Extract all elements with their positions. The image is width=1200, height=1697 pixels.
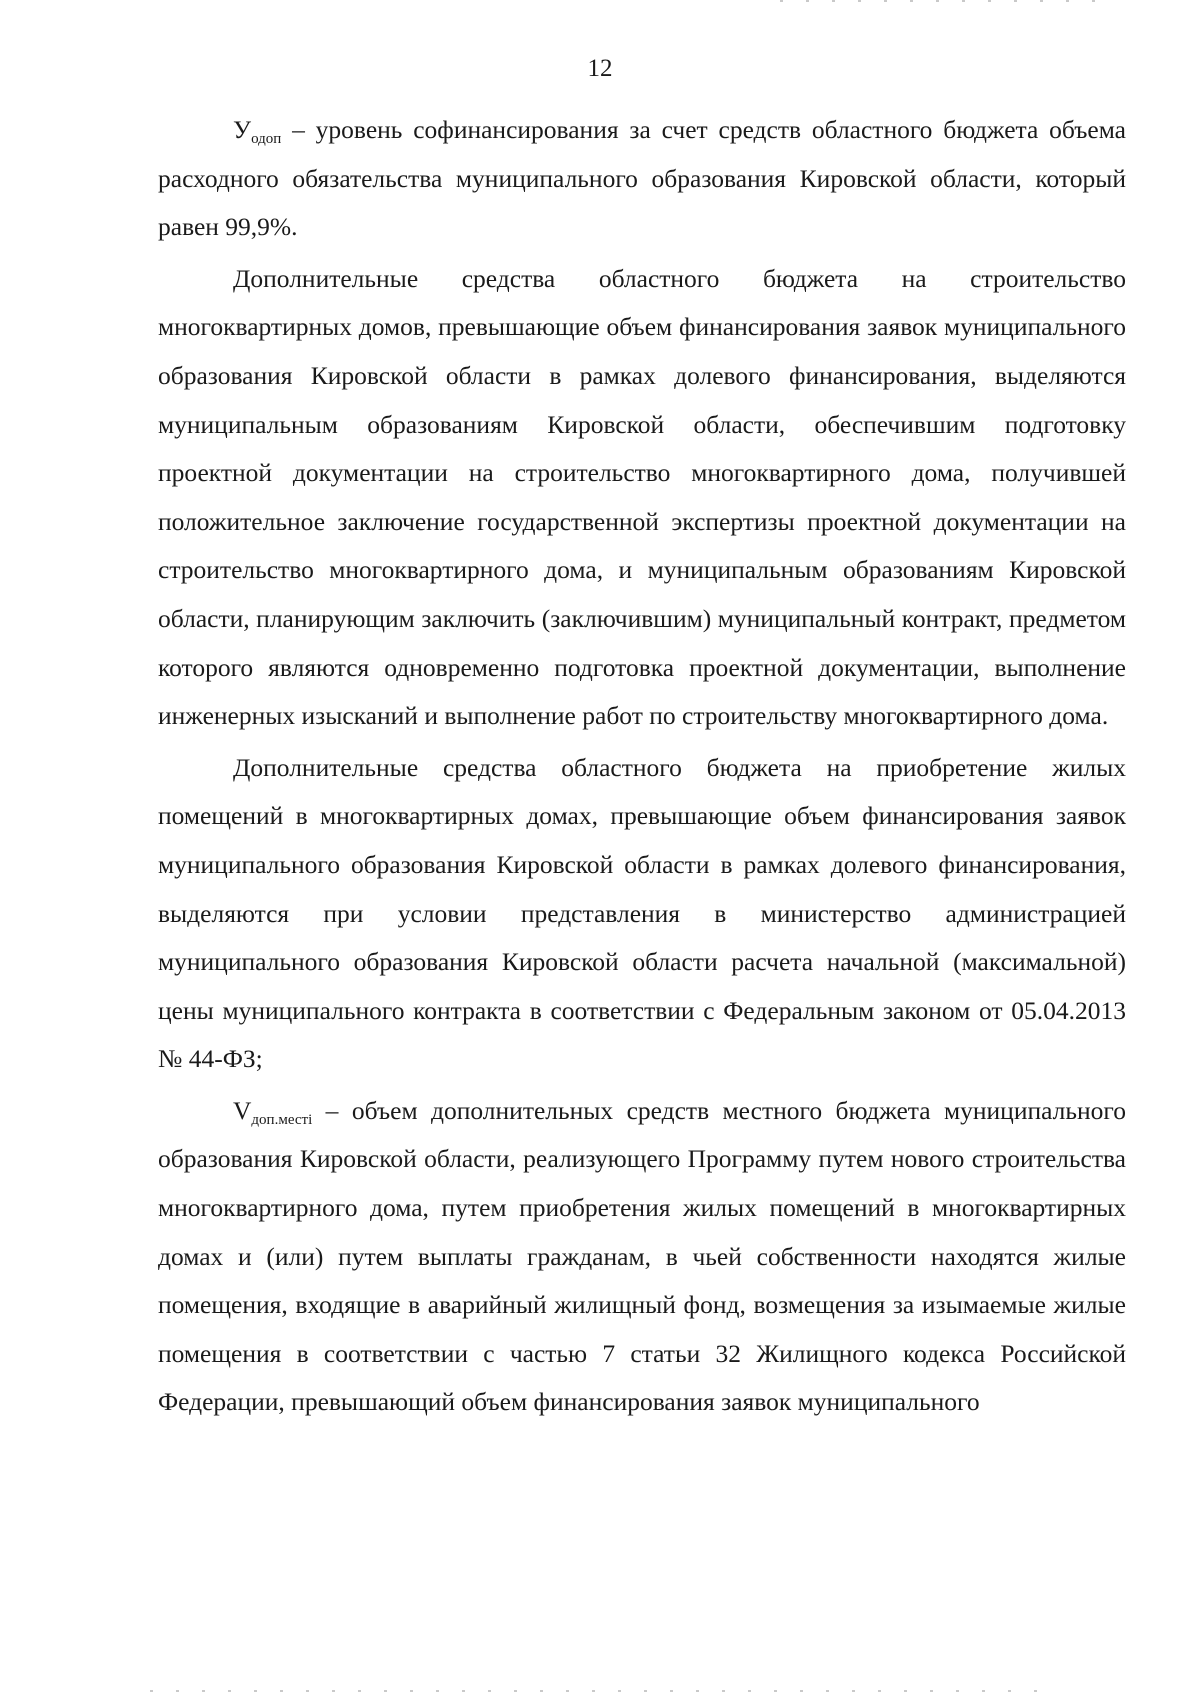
paragraph-definition-v-dop-mest [158, 1087, 1126, 1427]
variable-main: V [233, 1095, 252, 1125]
variable-symbol [233, 115, 282, 147]
variable-symbol [233, 1095, 313, 1128]
paragraph-text: – уровень софинансирования за счет средств областного бюджета объема расходного обязательства муниципального образования Кировской области, который равен 99,9%. [158, 115, 1126, 242]
variable-subscript: одоп [251, 131, 282, 147]
paragraph-text: – объем дополнительных средств местного бюджета муниципального образования Кировской области, реализующего Программу путем нового строительства многоквартирного дома, путем приобретения жилых помещений в многоквартирных домах и (или) путем выплаты гражданам, в чьей собственности находятся жилые помещения, входящие в аварийный жилищный фонд, возмещения за изымаемые жилые помещения в соответствии с частью 7 статьи 32 Жилищного кодекса Российской Федерации, превышающий объем финансирования заявок муниципального [158, 1095, 1126, 1417]
scan-artifact-top [780, 0, 1110, 2]
variable-subscript: доп.местi [251, 1111, 313, 1128]
variable-main: У [233, 115, 252, 144]
document-body [158, 106, 1126, 1427]
paragraph-acquisition-funds: Дополнительные средства областного бюджета на приобретение жилых помещений в многоквартирных домах, превышающие объем финансирования заявок муниципального образования Кировской области в рамках долевого финансирования, выделяются при условии представления в министерство администрацией муниципального образования Кировской области расчета начальной (максимальной) цены муниципального контракта в соответствии с Федеральным законом от 05.04.2013 № 44-ФЗ; [158, 752, 1126, 1074]
scan-artifact-bottom [150, 1690, 1050, 1692]
paragraph-construction-funds: Дополнительные средства областного бюджета на строительство многоквартирных домов, превышающие объем финансирования заявок муниципального образования Кировской области в рамках долевого финансирования, выделяются муниципальным образованиям Кировской области, обеспечившим подготовку проектной документации на строительство многоквартирного дома, получившей положительное заключение государственной экспертизы проектной документации на строительство многоквартирного дома, и муниципальным образованиям Кировской области, планирующим заключить (заключившим) муниципальный контракт, предметом которого являются одновременно подготовка проектной документации, выполнение инженерных изысканий и выполнение работ по строительству многоквартирного дома. [158, 263, 1126, 731]
paragraph-definition-u-odop [158, 106, 1126, 252]
page-number: 12 [587, 55, 613, 82]
